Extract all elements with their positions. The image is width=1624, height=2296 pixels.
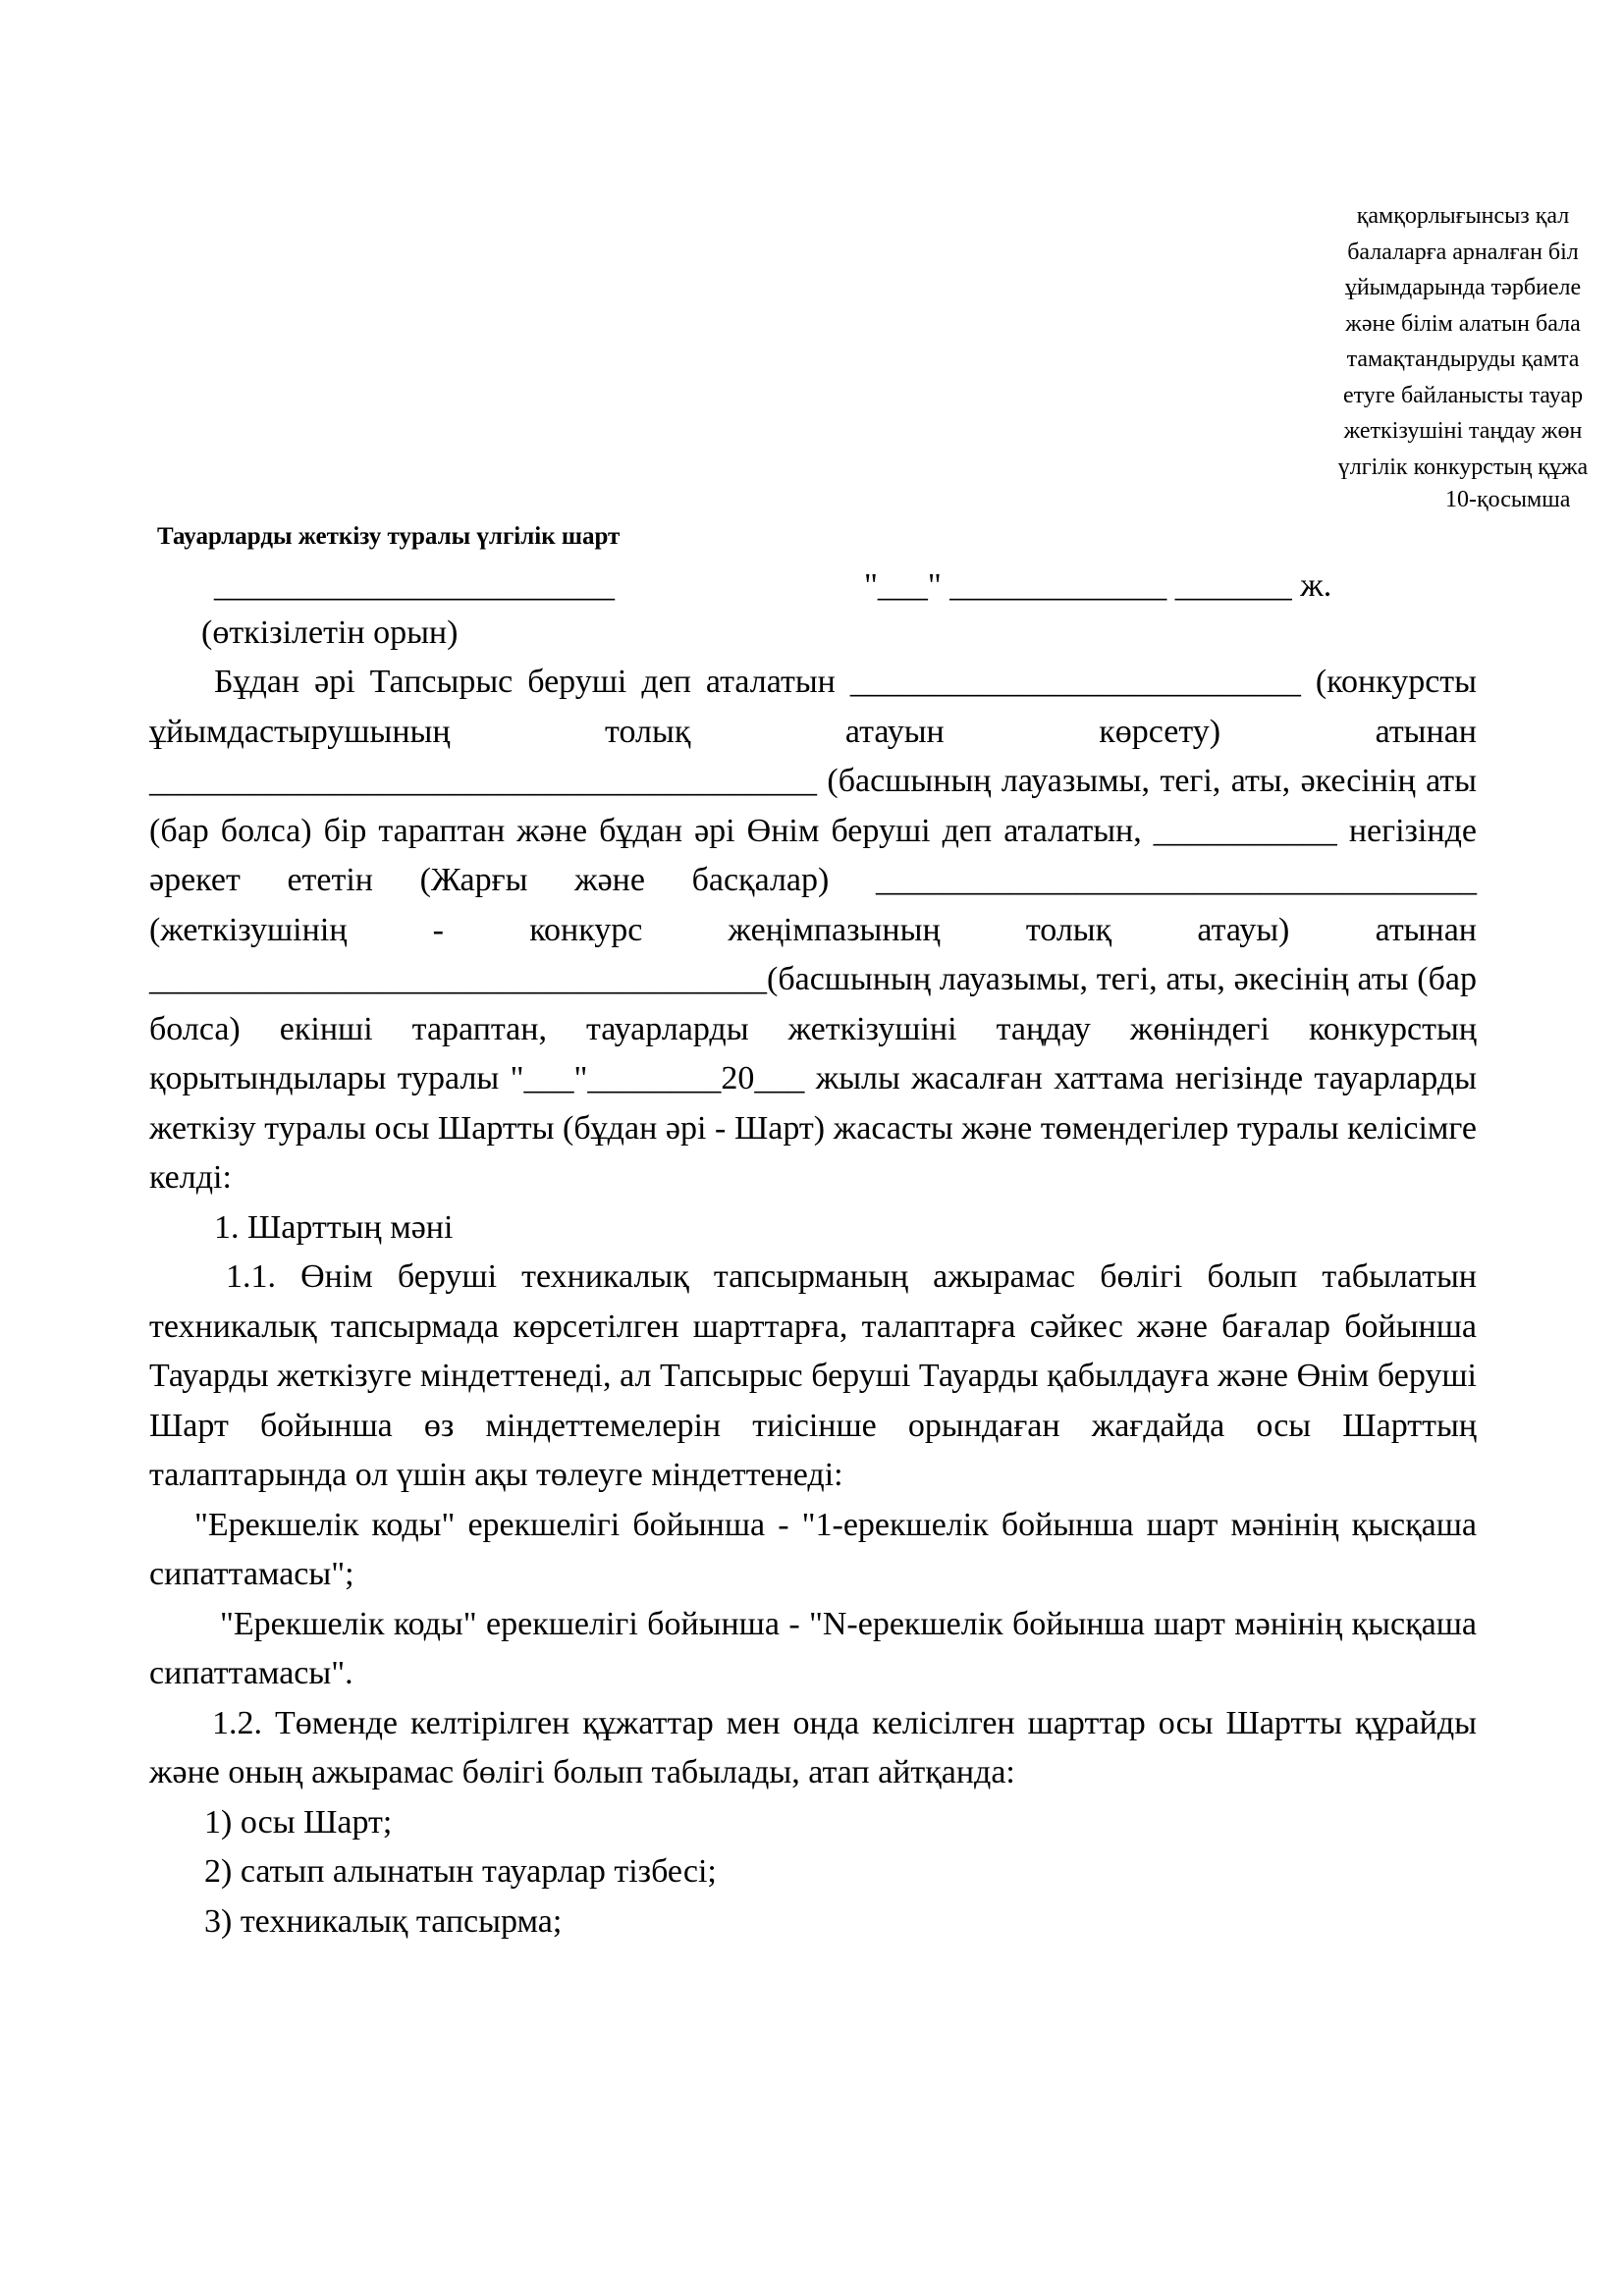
header-note xyxy=(1276,198,1624,485)
list-item: 1) осы Шарт; xyxy=(204,1803,393,1841)
section-heading: 1. Шарттың мәні xyxy=(214,1208,454,1246)
specification-1: "Ерекшелік коды" ерекшелігі бойынша - "1-ерекшелік бойынша шарт мәнінің қысқаша сипаттамасы"; xyxy=(149,1506,1477,1592)
date-blank: "___" _____________ _______ ж. xyxy=(864,567,1332,604)
header-note-line: жеткізушіні таңдау жөн xyxy=(1343,418,1583,444)
place-blank: ________________________ xyxy=(214,567,615,604)
clause-1-2: 1.2. Төменде келтірілген құжаттар мен онда келісілген шарттар осы Шартты құрайды және оның ажырамас бөлігі болып табылады, атап айтқанда: xyxy=(149,1704,1477,1790)
header-note-line: және білім алатын бала xyxy=(1345,310,1581,337)
place-caption: (өткізілетін орын) xyxy=(201,614,459,651)
preamble-paragraph: Бұдан әрі Тапсырыс беруші деп аталатын ___________________________ (конкурсты ұйымдастырушының толық атауын көрсету) атынан ________________________________________ (басшының лауазымы, тегі, аты, әкесінің аты (бар болса) бір тараптан және бұдан әрі Өнім беруші деп аталатын, ___________ негізінде әрекет ететін (Жарғы және басқалар) ____________________________________ (жеткізушінің - конкурс жеңімпазының толық атауы) атынан _____________________________________(басшының лауазымы, тегі, аты, әкесінің аты (бар болса) екінші тараптан, тауарларды жеткізушіні таңдау жөніндегі конкурстың қорытындылары туралы "___"________20___ жылы жасалған хаттама негізінде тауарларды жеткізу туралы осы Шартты (бұдан әрі - Шарт) жасасты және төмендегілер туралы келісімге келді: xyxy=(149,664,1477,1196)
header-note-line: тамақтандыруды қамта xyxy=(1346,347,1580,372)
place-date-line xyxy=(214,567,1382,611)
header-note-line: балаларға арналған біл xyxy=(1347,239,1579,265)
document-body xyxy=(149,658,1477,1947)
list-item: 3) техникалық тапсырма; xyxy=(204,1902,563,1940)
header-note-line: ұйымдарында тәрбиеле xyxy=(1344,275,1582,300)
document-title: Тауарларды жеткізу туралы үлгілік шарт xyxy=(157,523,621,550)
appendix-number: 10-қосымша xyxy=(1445,487,1571,512)
specification-n: "Ерекшелік коды" ерекшелігі бойынша - "N-ерекшелік бойынша шарт мәнінің қысқаша сипаттамасы". xyxy=(149,1605,1477,1691)
header-note-line: етуге байланысты тауар xyxy=(1342,382,1584,408)
header-note-line: үлгілік конкурстың құжа xyxy=(1337,454,1589,480)
header-note-line: қамқорлығынсыз қал xyxy=(1356,203,1570,229)
clause-1-1: 1.1. Өнім беруші техникалық тапсырманың ажырамас бөлігі болып табылатын техникалық тапсырмада көрсетілген шарттарға, талаптарға сәйкес және бағалар бойынша Тауарды жеткізуге міндеттенеді, ал Тапсырыс беруші Тауарды қабылдауға және Өнім беруші Шарт бойынша өз міндеттемелерін тиісінше орындаған жағдайда осы Шарттың талаптарында ол үшін ақы төлеуге міндеттенеді: xyxy=(149,1258,1477,1493)
list-item: 2) сатып алынатын тауарлар тізбесі; xyxy=(204,1853,717,1890)
